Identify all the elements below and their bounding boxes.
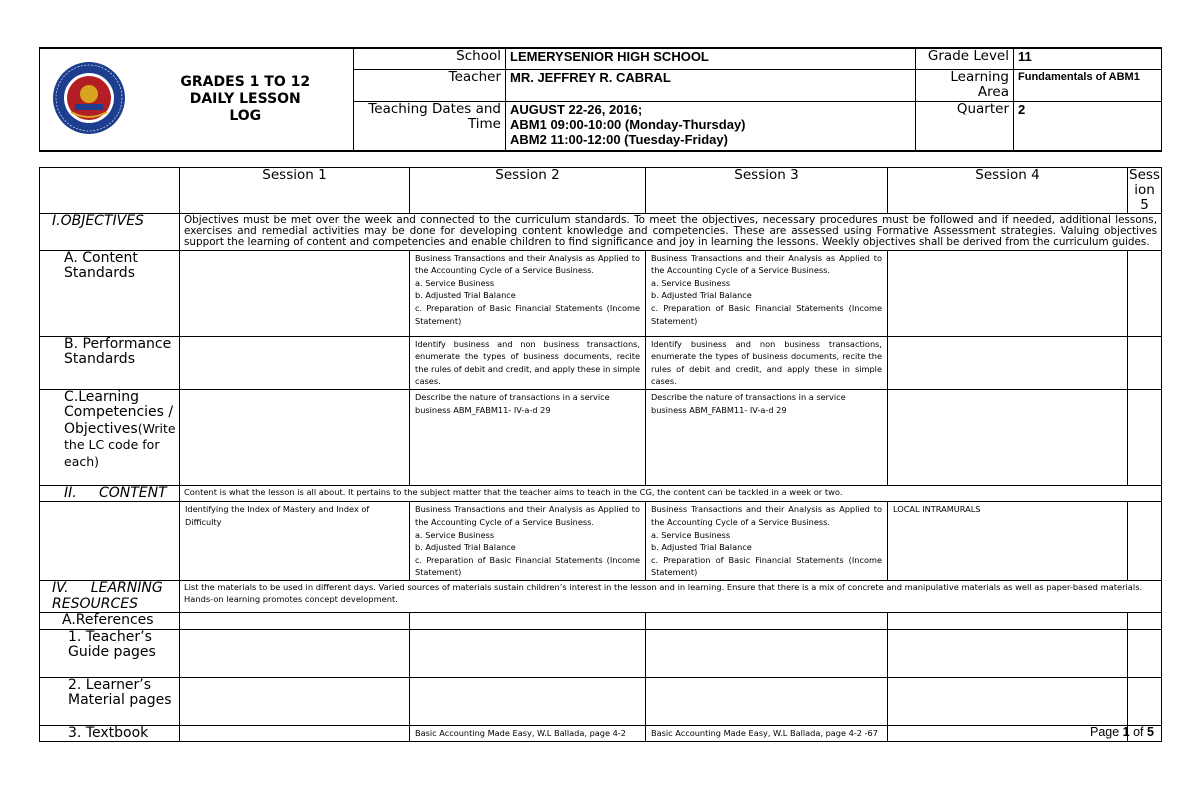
content-s3-b: b. Adjusted Trial Balance (651, 542, 752, 553)
school-label: School (354, 48, 506, 69)
learners-material-s4 (888, 677, 1128, 725)
session-1-header: Session 1 (180, 168, 410, 214)
dates-line-2: ABM1 09:00-10:00 (Monday-Thursday) (510, 116, 746, 132)
content-s3 (646, 502, 888, 581)
school-value: LEMERYSENIOR HIGH SCHOOL (506, 48, 916, 69)
references-s1 (180, 613, 410, 630)
references-s3 (646, 613, 888, 630)
competencies-label (40, 389, 180, 485)
resources-label: IV. LEARNING RESOURCES (40, 581, 180, 613)
objectives-label: I.OBJECTIVES (40, 214, 180, 251)
header-table (39, 47, 1162, 152)
performance-standards-row (40, 336, 1162, 389)
quarter-label: Quarter (916, 101, 1014, 151)
content-label: II. CONTENT (40, 485, 180, 502)
competencies-label-main: C.Learning Competencies / Objectives (64, 389, 174, 437)
session-5-header: Session 5 (1129, 167, 1160, 213)
dates-line-1: AUGUST 22-26, 2016; (510, 101, 643, 117)
content-details-row (40, 502, 1162, 581)
page-number (1090, 725, 1154, 739)
content-text: Content is what the lesson is all about. It pertains to the subject matter that the teacher aims to teach in the CG, the content can be tackled in a week or two. (180, 485, 1162, 502)
cs-s2-b: b. Adjusted Trial Balance (415, 290, 516, 301)
references-row (40, 613, 1162, 630)
competencies-label-note: (Write the LC code for each) (64, 420, 176, 469)
teacher-value: MR. JEFFREY R. CABRAL (506, 69, 916, 101)
content-standards-s2 (410, 250, 646, 336)
content-s2-text: Business Transactions and their Analysis as Applied to the Accounting Cycle of a Service Business. (415, 504, 640, 528)
performance-standards-s3: Identify business and non business transactions, enumerate the types of business documents, recite the rules of debit and credit, and apply these in simple cases. (646, 336, 888, 389)
teachers-guide-row (40, 629, 1162, 677)
textbook-label: 3. Textbook (40, 725, 180, 742)
cs-s2-a: a. Service Business (415, 277, 495, 288)
content-standards-s5 (1128, 250, 1162, 336)
cs-s2-text: Business Transactions and their Analysis as Applied to the Accounting Cycle of a Service Business. (415, 252, 640, 276)
session-4-header: Session 4 (888, 168, 1128, 214)
cs-s2-c: c. Preparation of Basic Financial Statements (Income Statement) (415, 302, 640, 326)
learning-area-label: Learning Area (916, 69, 1014, 101)
resources-row (40, 581, 1162, 613)
references-s4 (888, 613, 1128, 630)
cs-s3-text: Business Transactions and their Analysis as Applied to the Accounting Cycle of a Service Business. (651, 252, 882, 276)
competencies-s2: Describe the nature of transactions in a service business ABM_FABM11- IV-a-d 29 (410, 389, 646, 485)
content-standards-s4 (888, 250, 1128, 336)
title-line-1: GRADES 1 TO 12 (180, 74, 311, 90)
learners-material-s3 (646, 677, 888, 725)
content-s2-a: a. Service Business (415, 529, 495, 540)
performance-standards-s4 (888, 336, 1128, 389)
session-2-header: Session 2 (410, 168, 646, 214)
content-s3-c: c. Preparation of Basic Financial Statements (Income Statement) (651, 554, 882, 578)
title-line-2: DAILY LESSON (189, 91, 301, 107)
learners-material-label: 2. Learner’s Material pages (40, 677, 180, 725)
page-prefix: Page (1090, 725, 1123, 739)
content-standards-row (40, 250, 1162, 336)
content-s2-b: b. Adjusted Trial Balance (415, 542, 516, 553)
page-of: of (1129, 725, 1147, 739)
cs-s3-a: a. Service Business (651, 277, 731, 288)
content-s3-text: Business Transactions and their Analysis as Applied to the Accounting Cycle of a Service Business. (651, 504, 882, 528)
sessions-header-row (40, 168, 1162, 214)
page-current: 1 (1122, 725, 1130, 739)
content-s2 (410, 502, 646, 581)
teaching-dates-label: Teaching Dates and Time (354, 101, 506, 151)
dates-line-3: ABM2 11:00-12:00 (Tuesday-Friday) (510, 131, 728, 147)
competencies-s1 (180, 389, 410, 485)
teachers-guide-s5 (1128, 629, 1162, 677)
corner-cell (40, 168, 180, 214)
cs-s3-b: b. Adjusted Trial Balance (651, 290, 752, 301)
competencies-s3: Describe the nature of transactions in a service business ABM_FABM11- IV-a-d 29 (646, 389, 888, 485)
lesson-log-table (39, 167, 1162, 742)
title-line-3: LOG (229, 108, 262, 124)
learning-area-value: Fundamentals of ABM1 (1014, 69, 1162, 101)
deped-seal (40, 48, 138, 151)
learners-material-row (40, 677, 1162, 725)
references-label: A.References (40, 613, 180, 630)
teachers-guide-label: 1. Teacher’s Guide pages (40, 629, 180, 677)
textbook-s1 (180, 725, 410, 742)
performance-standards-s5 (1128, 336, 1162, 389)
teachers-guide-s2 (410, 629, 646, 677)
performance-standards-s2: Identify business and non business transactions, enumerate the types of business documents, recite the rules of debit and credit, and apply these in simple cases. (410, 336, 646, 389)
session-3-header: Session 3 (646, 168, 888, 214)
textbook-s3: Basic Accounting Made Easy, W.L Ballada, page 4-2 -67 (646, 725, 888, 742)
teaching-dates-value (506, 101, 916, 151)
content-standards-label: A. Content Standards (40, 250, 180, 336)
page-total: 5 (1147, 725, 1154, 739)
performance-standards-s1 (180, 336, 410, 389)
learners-material-s2 (410, 677, 646, 725)
references-s2 (410, 613, 646, 630)
content-s3-a: a. Service Business (651, 529, 731, 540)
cs-s3-c: c. Preparation of Basic Financial Statements (Income Statement) (651, 302, 882, 326)
textbook-s2: Basic Accounting Made Easy, W.L Ballada, page 4-2 (410, 725, 646, 742)
teachers-guide-s4 (888, 629, 1128, 677)
grade-level-value: 11 (1014, 48, 1162, 69)
references-s5 (1128, 613, 1162, 630)
content-s4: LOCAL INTRAMURALS (888, 502, 1128, 581)
learners-material-s1 (180, 677, 410, 725)
content-row (40, 485, 1162, 502)
content-standards-s3 (646, 250, 888, 336)
resources-text: List the materials to be used in different days. Varied sources of materials sustain children’s interest in the lesson and in learning. Ensure that there is a mix of concrete and manipulative materials as well as paper-based materials. Hands-on learning promotes concept development. (180, 581, 1162, 613)
content-s1: Identifying the Index of Mastery and Index of Difficulty (180, 502, 410, 581)
grade-level-label: Grade Level (916, 48, 1014, 69)
objectives-row (40, 214, 1162, 251)
objectives-text: Objectives must be met over the week and connected to the curriculum standards. To meet the objectives, necessary procedures must be followed and if needed, additional lessons, exercises and remedial activities may be done for developing content knowledge and competencies. These are assessed using Formative Assessment strategies. Valuing objectives support the learning of content and competencies and enable children to find significance and joy in learning the lessons. Weekly objectives shall be derived from the curriculum guides. (180, 214, 1162, 251)
deped-seal-icon (51, 60, 127, 136)
page-title (138, 48, 354, 151)
content-s2-c: c. Preparation of Basic Financial Statements (Income Statement) (415, 554, 640, 578)
teachers-guide-s1 (180, 629, 410, 677)
textbook-row (40, 725, 1162, 742)
competencies-s5 (1128, 389, 1162, 485)
performance-standards-label: B. Performance Standards (40, 336, 180, 389)
content-standards-s1 (180, 250, 410, 336)
learners-material-s5 (1128, 677, 1162, 725)
competencies-s4 (888, 389, 1128, 485)
teacher-label: Teacher (354, 69, 506, 101)
content-details-label (40, 502, 180, 581)
teachers-guide-s3 (646, 629, 888, 677)
content-s5 (1128, 502, 1162, 581)
competencies-row (40, 389, 1162, 485)
quarter-value: 2 (1014, 101, 1162, 151)
